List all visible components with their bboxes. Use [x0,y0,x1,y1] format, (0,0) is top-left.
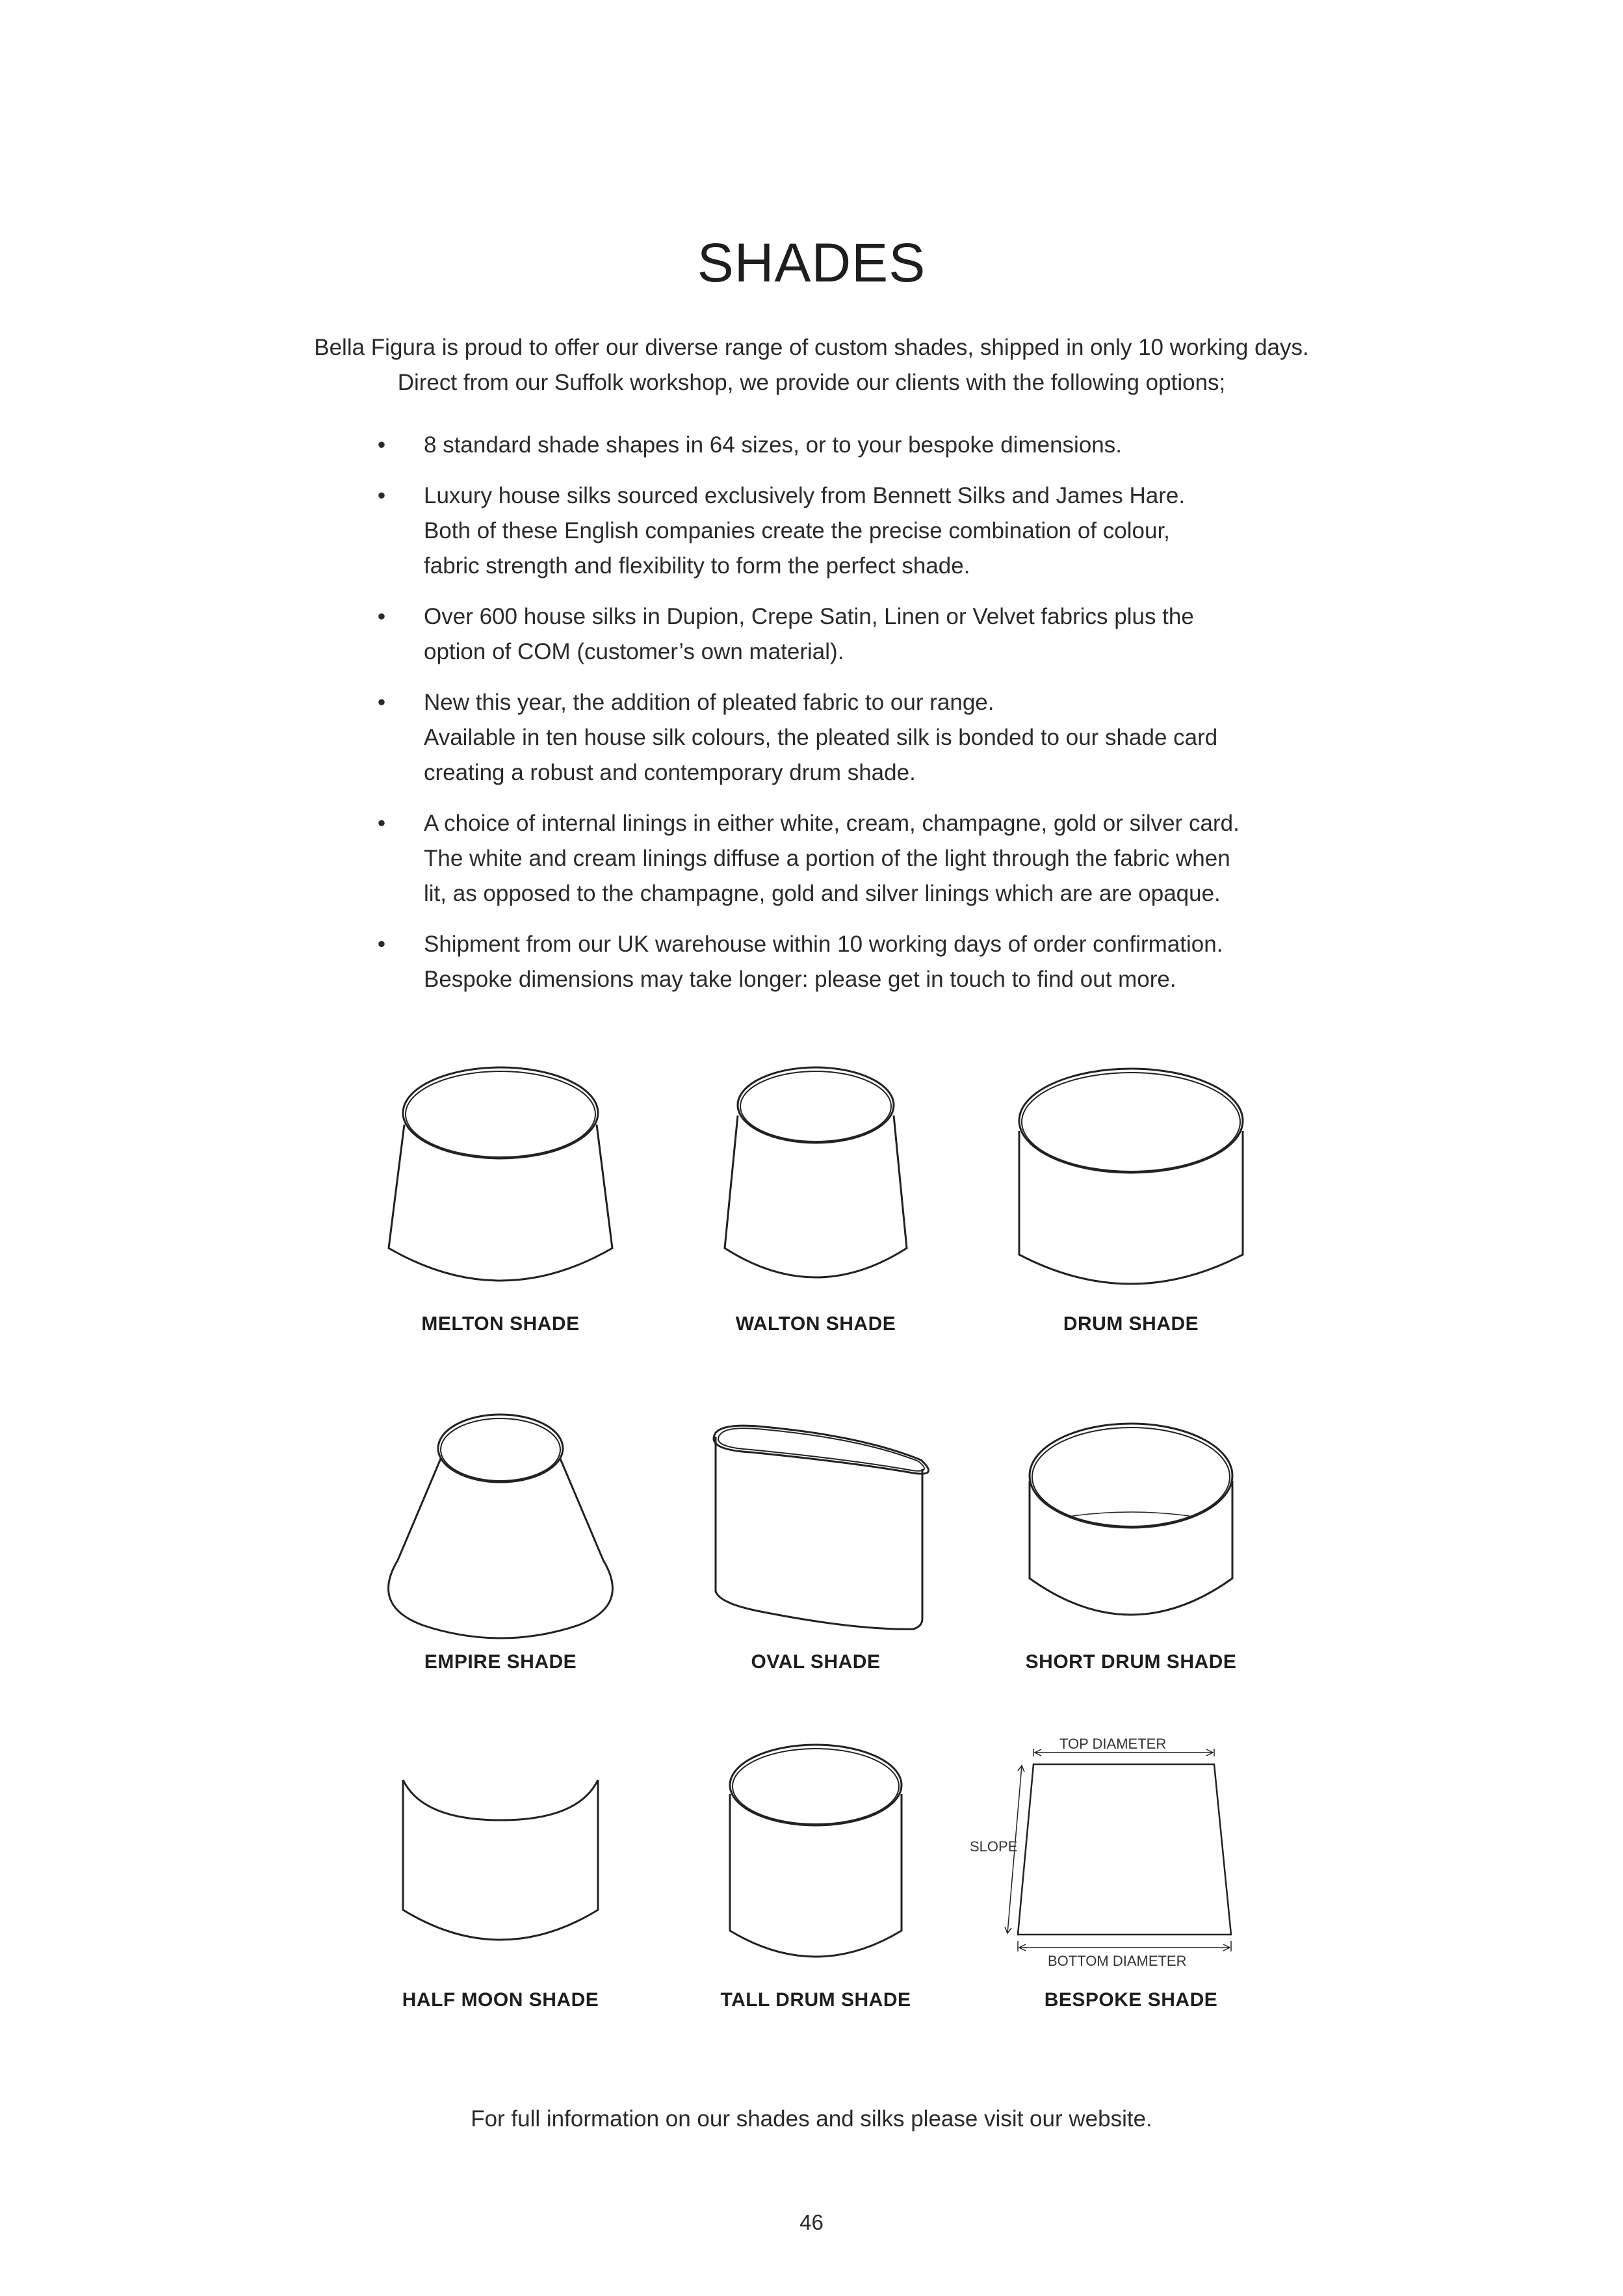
list-item-line: New this year, the addition of pleated fabric to our range. [424,690,994,715]
walton-shade-icon [660,1066,972,1313]
shape-label: EMPIRE SHADE [424,1651,577,1673]
shape-label: TALL DRUM SHADE [720,1989,911,2011]
shape-card-bespoke [970,1736,1287,2015]
list-item-line: 8 standard shade shapes in 64 sizes, or to your bespoke dimensions. [424,432,1122,458]
intro-line: Direct from our Suffolk workshop, we provide our clients with the following options; [397,370,1226,395]
shape-label: DRUM SHADE [1063,1313,1199,1335]
shape-label: BESPOKE SHADE [1044,1989,1218,2011]
bullet-icon: • [377,432,386,458]
list-item-line: The white and cream linings diffuse a portion of the light through the fabric when [424,846,1230,871]
list-item-line: lit, as opposed to the champagne, gold and silver linings which are are opaque. [424,881,1221,906]
list-item-line: Over 600 house silks in Dupion, Crepe Satin, Linen or Velvet fabrics plus the [424,604,1194,629]
page-number: 46 [799,2210,824,2234]
list-item-line: Bespoke dimensions may take longer: please get in touch to find out more. [424,967,1176,992]
bullet-icon: • [377,604,386,629]
half-moon-shade-icon [344,1742,656,1989]
shape-card-walton [660,1066,972,1339]
intro-line: Bella Figura is proud to offer our diverse range of custom shades, shipped in only 10 working days. [314,335,1309,360]
intro-paragraph [0,330,1623,400]
melton-shade-icon [344,1066,656,1313]
shape-card-short-drum [975,1404,1287,1677]
list-item-line: Luxury house silks sourced exclusively from Bennett Silks and James Hare. [424,483,1186,508]
bullet-icon: • [377,811,386,836]
shape-label: HALF MOON SHADE [402,1989,599,2011]
page-title: SHADES [697,232,926,294]
oval-shade-icon [660,1404,972,1651]
bespoke-shade-icon [975,1742,1287,1989]
shape-card-tall-drum [660,1742,972,2015]
shape-card-drum [975,1066,1287,1339]
list-item [377,806,1347,911]
list-item-line: Available in ten house silk colours, the pleated silk is bonded to our shade card [424,725,1218,750]
list-item-line: Both of these English companies create the precise combination of colour, [424,518,1170,543]
drum-shade-icon [975,1066,1287,1313]
shape-card-melton [344,1066,656,1339]
list-item [377,599,1347,670]
bullet-icon: • [377,483,386,508]
list-item [377,478,1347,584]
shape-card-half-moon [344,1742,656,2015]
short-drum-shade-icon [975,1404,1287,1651]
list-item [377,927,1347,997]
list-item-line: fabric strength and flexibility to form the perfect shade. [424,553,970,579]
list-item-line: creating a robust and contemporary drum shade. [424,760,916,785]
shape-label: WALTON SHADE [735,1313,896,1335]
list-item-line: A choice of internal linings in either white, cream, champagne, gold or silver card. [424,811,1240,836]
shape-label: MELTON SHADE [421,1313,580,1335]
shape-label: SHORT DRUM SHADE [1025,1651,1237,1673]
empire-shade-icon [344,1404,656,1651]
shape-label: OVAL SHADE [751,1651,881,1673]
tall-drum-shade-icon [660,1742,972,1989]
list-item [377,685,1347,790]
shape-card-oval [660,1404,972,1677]
list-item [377,428,1347,463]
shape-card-empire [344,1404,656,1677]
list-item-line: Shipment from our UK warehouse within 10 working days of order confirmation. [424,932,1223,957]
list-item-line: option of COM (customer’s own material). [424,639,844,664]
top-diameter-label: TOP DIAMETER [1059,1736,1167,1752]
slope-label: SLOPE [970,1838,1018,1855]
bullet-icon: • [377,690,386,715]
bottom-diameter-label: BOTTOM DIAMETER [1048,1953,1187,1969]
bullet-icon: • [377,932,386,957]
footer-note: For full information on our shades and silks please visit our website. [471,2106,1152,2132]
